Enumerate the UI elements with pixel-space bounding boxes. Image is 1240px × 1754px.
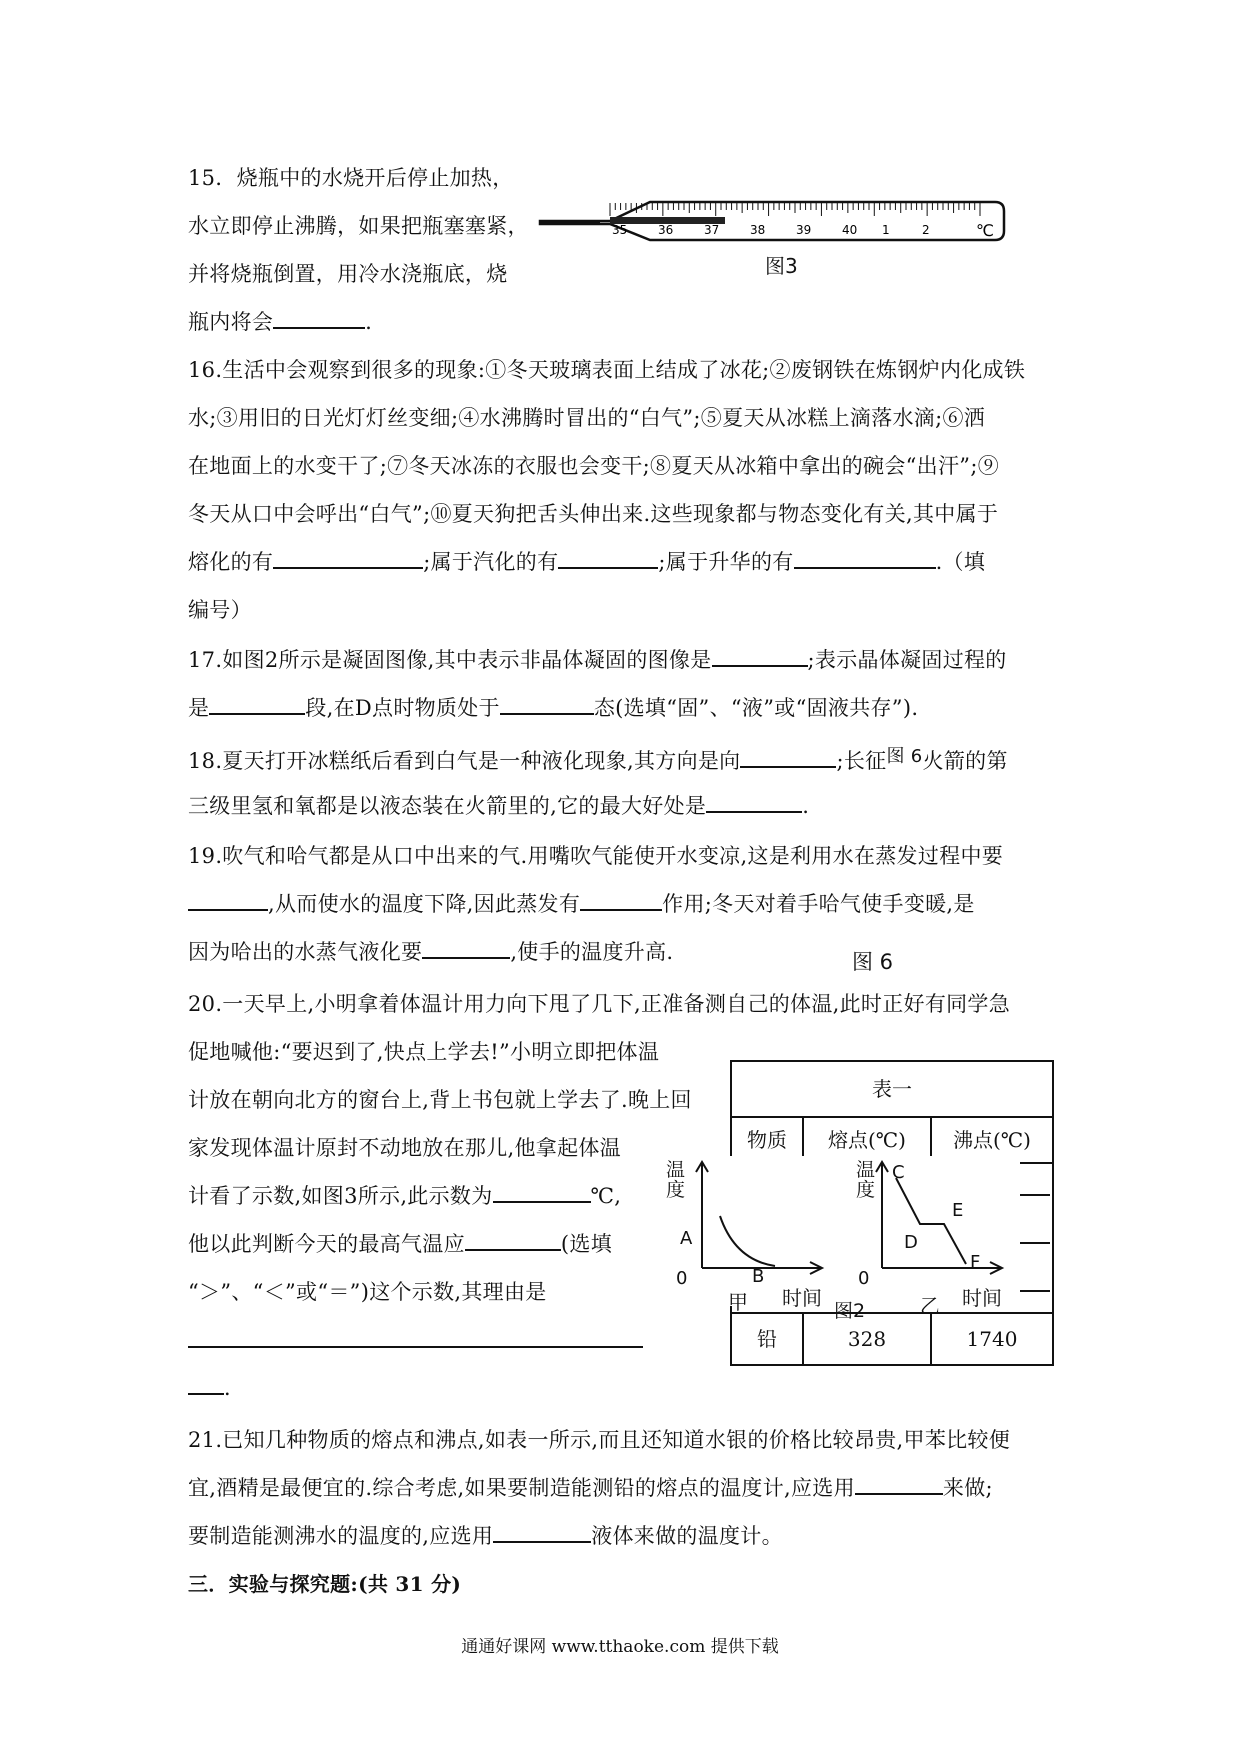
- answer-blank: [273, 547, 423, 569]
- answer-blank-long: [188, 1346, 643, 1348]
- q19-text: 因为哈出的水蒸气液化要: [188, 940, 423, 964]
- q19-line-1: 19.吹气和哈气都是从口中出来的气.用嘴吹气能使开水变凉,这是利用水在蒸发过程中要: [188, 844, 1004, 868]
- graph-a-name: 甲: [728, 1290, 748, 1314]
- q17-line-1: [188, 644, 1007, 674]
- graph-b-point-f: F: [970, 1252, 981, 1273]
- graph-b-ylabel: 温度: [856, 1159, 876, 1201]
- graph-b-xlabel: 时间: [962, 1286, 1002, 1310]
- q16-line-2: 水;③用旧的日光灯灯丝变细;④水沸腾时冒出的“白气”;⑤夏天从冰糕上滴落水滴;⑥洒: [188, 406, 986, 430]
- q16-line-5: [188, 546, 985, 576]
- graph-a-point-b: B: [752, 1266, 765, 1287]
- q21-text: 来做;: [942, 1476, 993, 1500]
- q16-line-6: 编号）: [188, 598, 252, 622]
- q20-line-7: “＞”、“＜”或“＝”)这个示数,其理由是: [188, 1280, 547, 1304]
- figure-6-overlay-label: 图 6: [886, 746, 923, 767]
- graph-a-point-a: A: [680, 1228, 693, 1249]
- q19-text: 作用;冬天对着手哈气使手变暖,是: [662, 892, 975, 916]
- q19-text: ,从而使水的温度下降,因此蒸发有: [268, 892, 581, 916]
- thermometer-scale-number: 36: [658, 223, 674, 237]
- q18-text: .: [802, 794, 810, 818]
- thermometer-unit: ℃: [976, 221, 994, 240]
- q18-text: 火箭的第: [922, 749, 1008, 773]
- thermometer-scale-number: 38: [750, 223, 766, 237]
- q16-line-1: 16.生活中会观察到很多的现象:①冬天玻璃表面上结成了冰花;②废钢铁在炼钢炉内化成铁: [188, 358, 1026, 382]
- graph-b-point-c: C: [892, 1162, 905, 1183]
- answer-blank: [273, 307, 365, 329]
- q18-line-2: [188, 790, 809, 820]
- table-header-cell: 熔点(℃): [828, 1128, 906, 1152]
- q21-line-3: [188, 1520, 783, 1550]
- q16-text: 熔化的有: [188, 550, 274, 574]
- q17-text: 是: [188, 696, 210, 720]
- table-header-cell: 沸点(℃): [953, 1128, 1031, 1152]
- q18-text: 18.夏天打开冰糕纸后看到白气是一种液化现象,其方向是向: [188, 749, 741, 773]
- q19-text: ,使手的温度升高.: [510, 940, 674, 964]
- thermometer-scale-number: 1: [882, 223, 890, 237]
- answer-blank: [580, 889, 662, 911]
- thermometer-scale-number: 35: [612, 223, 628, 237]
- figure-2-caption: 图2: [834, 1300, 866, 1322]
- q19-line-2: [188, 888, 975, 918]
- answer-blank: [794, 547, 936, 569]
- answer-blank: [493, 1181, 591, 1203]
- figure-6-label: 图 6: [852, 950, 894, 974]
- graph-b-point-e: E: [952, 1200, 964, 1221]
- q20-line-3: 计放在朝向北方的窗台上,背上书包就上学去了.晚上回: [188, 1088, 692, 1112]
- q20-text: 他以此判断今天的最高气温应: [188, 1232, 465, 1256]
- thermometer-scale-number: 37: [704, 223, 720, 237]
- answer-blank: [465, 1229, 561, 1251]
- graph-a-origin: 0: [676, 1268, 688, 1289]
- q16-line-4: 冬天从口中会呼出“白气”;⑩夏天狗把舌头伸出来.这些现象都与物态变化有关,其中属于: [188, 502, 999, 526]
- q15-line-4: [188, 306, 387, 336]
- thermometer-scale-number: 2: [922, 223, 930, 237]
- q18-line-1: [188, 742, 1008, 775]
- page-footer: 通通好课网 www.tthaoke.com 提供下载: [461, 1637, 779, 1657]
- q20-text: ．: [224, 1376, 246, 1400]
- answer-blank: [706, 791, 802, 813]
- q18-text: ;长征: [836, 749, 887, 773]
- section-3-heading: 三．实验与探究题:(共 31 分): [188, 1572, 462, 1596]
- q21-line-2: [188, 1472, 993, 1502]
- graph-a-xlabel: 时间: [782, 1286, 822, 1310]
- q15-line-3: 并将烧瓶倒置，用冷水浇瓶底，烧: [188, 262, 508, 286]
- q21-text: 宜,酒精是最便宜的.综合考虑,如果要制造能测铅的熔点的温度计,应选用: [188, 1476, 855, 1500]
- q15-text: 瓶内将会: [188, 310, 274, 334]
- answer-blank: [712, 645, 808, 667]
- answer-blank: [500, 693, 594, 715]
- q19-line-3: [188, 936, 673, 966]
- answer-blank: [558, 547, 658, 569]
- table-title: 表一: [732, 1062, 1052, 1118]
- table-row: [732, 1312, 1052, 1364]
- graph-b-name: 乙: [920, 1294, 940, 1318]
- table-cell: 1740: [966, 1327, 1018, 1351]
- q20-line-9: [188, 1372, 245, 1402]
- q20-text: (选填: [560, 1232, 612, 1256]
- answer-blank: [188, 889, 268, 911]
- table-header-cell: 物质: [747, 1128, 787, 1152]
- q16-text: .（填: [935, 550, 986, 574]
- q15-line-1: 15．烧瓶中的水烧开后停止加热，: [188, 166, 514, 190]
- q18-text: 三级里氢和氧都是以液态装在火箭里的,它的最大好处是: [188, 794, 707, 818]
- thermometer-scale-number: 39: [796, 223, 812, 237]
- answer-blank: [422, 937, 510, 959]
- answer-blank: [740, 746, 836, 768]
- q17-text: 17.如图2所示是凝固图像,其中表示非晶体凝固的图像是: [188, 648, 712, 672]
- q15-text: ．: [365, 310, 387, 334]
- table-right-stub: [1020, 1164, 1050, 1314]
- q15-line-2: 水立即停止沸腾，如果把瓶塞塞紧，: [188, 214, 529, 238]
- answer-blank: [209, 693, 305, 715]
- q21-text: 要制造能测沸水的温度的,应选用: [188, 1524, 494, 1548]
- q20-text: 计看了示数,如图3所示,此示数为: [188, 1184, 493, 1208]
- q21-line-1: 21.已知几种物质的熔点和沸点,如表一所示,而且还知道水银的价格比较昂贵,甲苯比较便: [188, 1428, 1011, 1452]
- graph-a-ylabel: 温度: [666, 1159, 686, 1201]
- answer-blank: [855, 1473, 943, 1495]
- answer-blank: [493, 1521, 591, 1543]
- q20-line-4: 家发现体温计原封不动地放在那儿,他拿起体温: [188, 1136, 621, 1160]
- q16-text: ;属于升华的有: [658, 550, 794, 574]
- q20-line-5: [188, 1180, 621, 1210]
- q20-line-2: 促地喊他:“要迟到了,快点上学去!”小明立即把体温: [188, 1040, 660, 1064]
- q16-text: ;属于汽化的有: [423, 550, 559, 574]
- graph-b-point-d: D: [904, 1232, 918, 1253]
- answer-blank: [188, 1373, 224, 1395]
- table-cell: 328: [847, 1327, 887, 1351]
- thermometer-scale-number: 40: [842, 223, 858, 237]
- q21-text: 液体来做的温度计。: [591, 1524, 783, 1548]
- q17-text: 段,在D点时物质处于: [305, 696, 500, 720]
- q20-line-1: 20.一天早上,小明拿着体温计用力向下甩了几下,正准备测自己的体温,此时正好有同学急: [188, 992, 1011, 1016]
- table-cell: 铅: [757, 1327, 777, 1351]
- thermometer-caption: 图3: [765, 254, 798, 278]
- q20-text: ℃,: [590, 1184, 622, 1208]
- graph-b-origin: 0: [858, 1268, 870, 1289]
- q17-text: ;表示晶体凝固过程的: [807, 648, 1007, 672]
- q17-line-2: [188, 692, 918, 722]
- q20-line-6: [188, 1228, 612, 1258]
- q17-text: 态(选填“固”、“液”或“固液共存”).: [593, 696, 919, 720]
- q16-line-3: 在地面上的水变干了;⑦冬天冰冻的衣服也会变干;⑧夏天从冰箱中拿出的碗会“出汗”;⑨: [188, 454, 999, 478]
